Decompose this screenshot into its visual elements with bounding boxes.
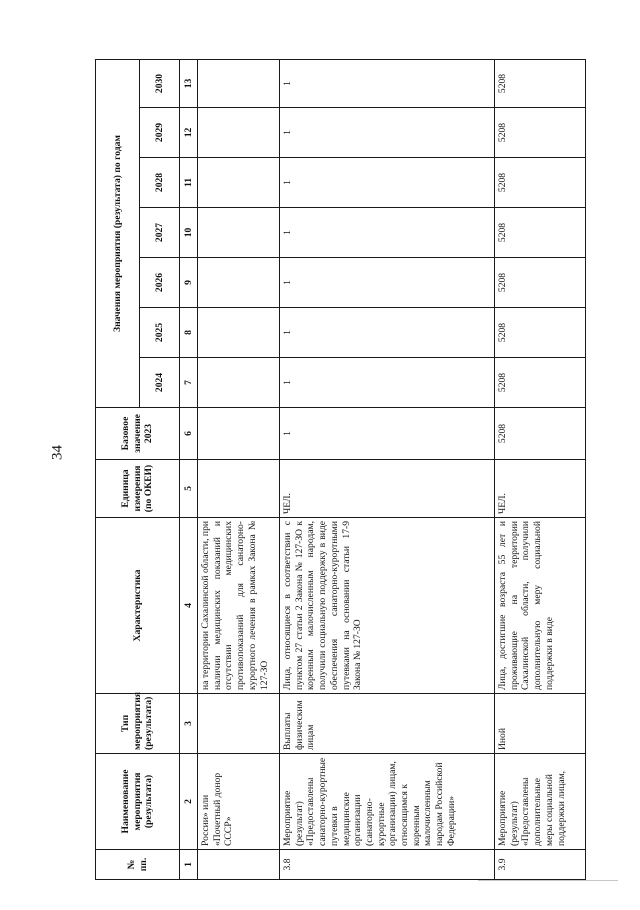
column-number: 10: [180, 208, 198, 258]
column-number: 4: [180, 518, 198, 694]
row-value: [198, 358, 280, 408]
row-value: 1: [280, 258, 495, 308]
header-values-group: Значения мероприятия (результата) по годам: [96, 59, 140, 407]
row-value: 5208: [495, 358, 586, 408]
row-value: 5208: [495, 208, 586, 258]
header-year: 2025: [140, 308, 180, 358]
header-year: 2028: [140, 158, 180, 208]
row-value: [198, 108, 280, 158]
row-value: 1: [280, 208, 495, 258]
column-number: 12: [180, 108, 198, 158]
header-unit: Единица измерения (по ОКЕИ): [96, 460, 180, 518]
measures-table: [95, 59, 586, 880]
column-number: 1: [180, 850, 198, 880]
row-value: 1: [280, 59, 495, 107]
column-number: 8: [180, 308, 198, 358]
column-number: 13: [180, 59, 198, 107]
column-number: 7: [180, 358, 198, 408]
row-characteristic: Лица, относящиеся в соответствии с пунктом 27 статьи 2 Закона № 127-ЗО к коренным малочисленным народам, получили социальную поддержку в виде обеспечения санаторно-курортными путевками на основании статьи 17-9 Закона № 127-ЗО: [280, 518, 495, 694]
table-row: [495, 59, 586, 879]
row-num: [198, 850, 280, 880]
row-baseline: 1: [280, 408, 495, 460]
row-type: Выплаты физическим лицам: [280, 694, 495, 754]
column-number: 6: [180, 408, 198, 460]
row-unit: [198, 460, 280, 518]
page-number: 34: [49, 445, 66, 460]
row-unit: ЧЕЛ.: [280, 460, 495, 518]
column-number: 2: [180, 754, 198, 850]
row-value: 5208: [495, 59, 586, 107]
header-year: 2029: [140, 108, 180, 158]
header-characteristic: Характеристика: [96, 518, 180, 694]
column-number: 11: [180, 158, 198, 208]
row-value: 1: [280, 158, 495, 208]
scan-artifact-line: [478, 880, 618, 881]
row-value: [198, 158, 280, 208]
header-year: 2030: [140, 59, 180, 107]
row-type: Иной: [495, 694, 586, 754]
row-value: 1: [280, 358, 495, 408]
row-type: [198, 694, 280, 754]
row-value: 5208: [495, 158, 586, 208]
rotated-table-container: [95, 60, 585, 880]
row-unit: ЧЕЛ.: [495, 460, 586, 518]
header-type: Тип мероприятия (результата): [96, 694, 180, 754]
header-name: Наименование мероприятия (результата): [96, 754, 180, 850]
row-value: [198, 308, 280, 358]
row-baseline: 5208: [495, 408, 586, 460]
header-year: 2024: [140, 358, 180, 408]
row-characteristic: Лица, достигшие возраста 55 лет и проживающие на территории Сахалинской области, получили дополнительную меру социальной поддержки в виде: [495, 518, 586, 694]
row-value: 5208: [495, 108, 586, 158]
row-value: 1: [280, 108, 495, 158]
table-row: [280, 59, 495, 879]
row-value: [198, 208, 280, 258]
table-row: [198, 59, 280, 879]
row-value: [198, 258, 280, 308]
row-name: Мероприятие (результат) «Предоставлены дополнительные меры социальной поддержки лицам,: [495, 754, 586, 850]
row-num: 3.8: [280, 850, 495, 880]
header-num: № пп.: [96, 850, 180, 880]
header-year: 2027: [140, 208, 180, 258]
row-name: России» или «Почетный донор СССР»: [198, 754, 280, 850]
row-baseline: [198, 408, 280, 460]
row-characteristic: на территории Сахалинской области, при наличии медицинских показаний и отсутствии медицинских противопоказаний для санаторно-курортного лечения в рамках Закона № 127-ЗО: [198, 518, 280, 694]
header-baseline: Базовое значение 2023: [96, 408, 180, 460]
row-value: 5208: [495, 308, 586, 358]
row-value: [198, 59, 280, 107]
header-year: 2026: [140, 258, 180, 308]
row-num: 3.9: [495, 850, 586, 880]
column-number: 5: [180, 460, 198, 518]
column-number: 3: [180, 694, 198, 754]
row-name: Мероприятие (результат) «Предоставлены санаторно-курортные путевки в медицинские организации (санаторно-курортные организации) лицам, относящимся к коренным малочисленным народам Российской Федерации»: [280, 754, 495, 850]
column-number: 9: [180, 258, 198, 308]
row-value: 5208: [495, 258, 586, 308]
row-value: 1: [280, 308, 495, 358]
column-number-row: [180, 59, 198, 879]
